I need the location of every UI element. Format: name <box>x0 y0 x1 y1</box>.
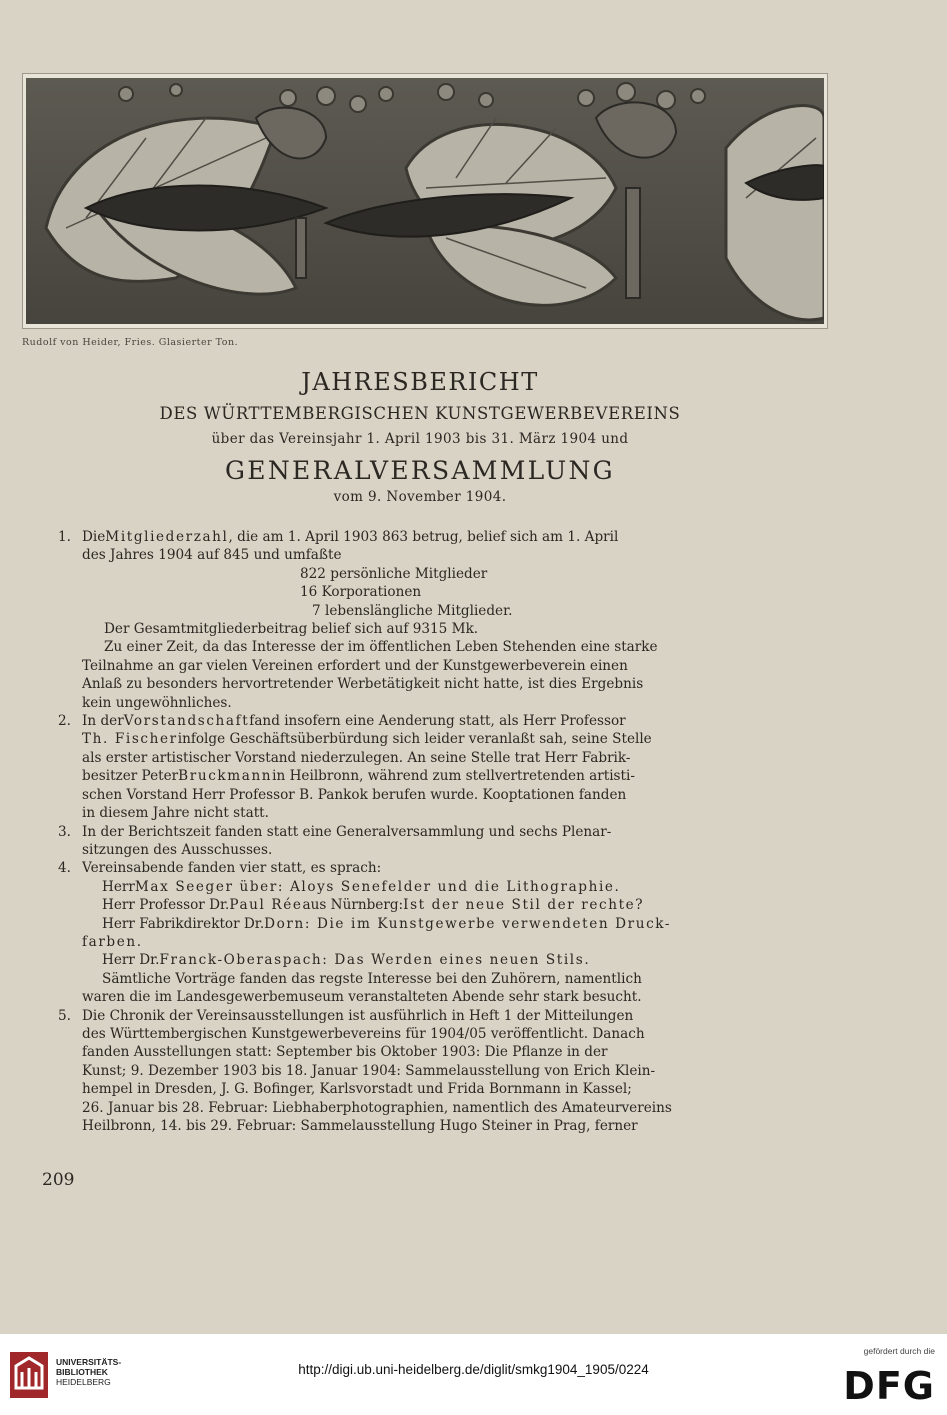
text-line: 26. Januar bis 28. Februar: Liebhaberphotographien, namentlich des Amateurvereins <box>82 1099 672 1116</box>
section-number: 4. <box>58 860 71 877</box>
text-line: als erster artistischer Vorstand niederzulegen. An seine Stelle trat Herr Fabrik- <box>82 749 631 766</box>
text-line: Anlaß zu besonders hervortretender Werbetätigkeit nicht hatte, ist dies Ergebnis <box>82 676 644 693</box>
image-caption: Rudolf von Heider, Fries. Glasierter Ton. <box>22 337 239 348</box>
text-line: Kunst; 9. Dezember 1903 bis 18. Januar 1904: Sammelausstellung von Erich Klein- <box>82 1062 656 1079</box>
text-line: kein ungewöhnliches. <box>82 694 232 711</box>
report-period: über das Vereinsjahr 1. April 1903 bis 31. März 1904 und <box>211 431 629 447</box>
list-line: 16 Korporationen <box>300 584 422 601</box>
assembly-title: GENERALVERSAMMLUNG <box>225 456 615 485</box>
section-number: 3. <box>58 823 71 840</box>
permalink[interactable]: http://digi.ub.uni-heidelberg.de/diglit/smkg1904_1905/0224 <box>298 1362 649 1377</box>
text-line: hempel in Dresden, J. G. Bofinger, Karlsvorstadt und Frida Bornmann in Kassel; <box>82 1081 632 1098</box>
text-line: des Württembergischen Kunstgewerbevereins für 1904/05 veröffentlicht. Danach <box>82 1025 645 1042</box>
section-number: 2. <box>58 713 71 730</box>
list-line: 7 lebenslängliche Mitglieder. <box>312 602 513 619</box>
report-body: 1. Die Mitgliederzahl , die am 1. April 1903 863 betrug, belief sich am 1. April des Jahres 1904 auf 845 und umfaßte 822 persönliche Mitglieder 16 Korporationen 7 lebenslängliche Mitglieder. Der Gesamtmitgliederbeitrag belief sich auf 9315 Mk. Zu einer Zeit, da das Interesse der im öffentlichen Leben Stehenden eine starke Teilnahme an gar vielen Vereinen erfordert und der Kunstgewerbeverein einen Anlaß zu besonders hervortretender Werbetätigkeit nicht hatte, ist dies Ergebnis kein ungewöhnliches. 2. In der Vorstandschaft fand insofern eine Aenderung statt, als Herr Professor Th. Fischer infolge Geschäftsüberbürdung sich leider veranlaßt sah, seine Stelle als erster artistischer Vorstand niederzulegen. An seine Stelle trat Herr Fabrik- besitzer Peter Bruckmann in Heilbronn, während zum stellvertretenden artisti- schen Vorstand Herr Professor B. Pankok berufen wurde. Kooptationen fanden in diesem Jahre nicht statt. 3. In der Berichtszeit fanden statt eine Generalversammlung und sechs Plenar- sitzungen des Ausschusses. 4. Vereinsabende fanden vier statt, es sprach: Herr Max Seeger über: Aloys Senefelder und die Lithographie. Herr Professor Dr. Paul Rée aus Nürnberg: Ist der neue Stil der rechte? Herr Fabrikdirektor Dr. Dorn: Die im Kunstgewerbe verwendeten Druck- farben. Herr Dr. Franck-Oberaspach: Das Werden eines neuen Stils. Sämtliche Vorträge fanden das regste Interesse bei den Zuhörern, namentlich waren die im Landesgewerbemuseum veranstalteten Abende sehr stark besucht. 5. Die Chronik der Vereinsausstellungen ist ausführlich in Heft 1 der Mitteilungen des Württembergischen Kunstgewerbevereins für 1904/05 veröffentlicht. Danach fanden Ausstellungen statt: September bis Oktober 1903: Die Pflanze in der Kunst; 9. Dezember 1903 bis 18. Januar 1904: Sammelausstellung von Erich Klein- hempel in Dresden, J. G. Bofinger, Karlsvorstadt und Frida Bornmann in Kassel; 26. Januar bis 28. Februar: Liebhaberphotographien, namentlich des Amateurvereins Heilbronn, 14. bis 29. Februar: Sammelausstellung Hugo Steiner in Prag, ferner <box>58 528 791 1135</box>
dfg-logo: DFG <box>843 1364 935 1408</box>
text-line: sitzungen des Ausschusses. <box>82 841 273 858</box>
text-line: schen Vorstand Herr Professor B. Pankok berufen wurde. Kooptationen fanden <box>82 786 627 803</box>
frieze-image <box>22 73 828 329</box>
text-line: Teilnahme an gar vielen Vereinen erfordert und der Kunstgewerbeverein einen <box>82 657 628 674</box>
text-line: waren die im Landesgewerbemuseum veranstalteten Abende sehr stark besucht. <box>82 989 642 1006</box>
report-title: JAHRESBERICHT <box>301 368 539 396</box>
section-number: 1. <box>58 529 71 545</box>
section-number: 5. <box>58 1007 71 1024</box>
section-5-line: 5. Die Chronik der Vereinsausstellungen ist ausführlich in Heft 1 der Mitteilungen <box>58 1007 634 1024</box>
section-1-line: 1. Die Mitgliederzahl , die am 1. April 1903 863 betrug, belief sich am 1. April <box>58 529 619 545</box>
list-line: 822 persönliche Mitglieder <box>300 565 488 582</box>
page-number: 209 <box>42 1170 75 1190</box>
library-name: UNIVERSITÄTS- BIBLIOTHEK HEIDELBERG <box>56 1357 122 1387</box>
text-line: Zu einer Zeit, da das Interesse der im öffentlichen Leben Stehenden eine starke <box>104 639 658 656</box>
library-footer <box>0 1334 947 1415</box>
text-line: Sämtliche Vorträge fanden das regste Interesse bei den Zuhörern, namentlich <box>102 970 642 987</box>
text-line: des Jahres 1904 auf 845 und umfaßte <box>82 547 342 564</box>
section-2-line: 2. In der Vorstandschaft fand insofern eine Aenderung statt, als Herr Professor <box>58 713 626 730</box>
funding-note: gefördert durch die <box>863 1346 935 1356</box>
section-4-line: 4. Vereinsabende fanden vier statt, es sprach: <box>58 860 382 877</box>
frieze-illustration <box>26 78 824 324</box>
report-subtitle: DES WÜRTTEMBERGISCHEN KUNSTGEWERBEVEREINS <box>159 404 681 423</box>
assembly-date: vom 9. November 1904. <box>333 489 507 505</box>
section-3-line: 3. In der Berichtszeit fanden statt eine Generalversammlung und sechs Plenar- <box>58 823 612 840</box>
text-line: farben. <box>82 933 143 950</box>
text-line: in diesem Jahre nicht statt. <box>82 805 269 822</box>
text-line: Der Gesamtmitgliederbeitrag belief sich auf 9315 Mk. <box>104 621 479 638</box>
text-line: Heilbronn, 14. bis 29. Februar: Sammelausstellung Hugo Steiner in Prag, ferner <box>82 1118 638 1134</box>
text-line: fanden Ausstellungen statt: September bis Oktober 1903: Die Pflanze in der <box>82 1044 608 1061</box>
